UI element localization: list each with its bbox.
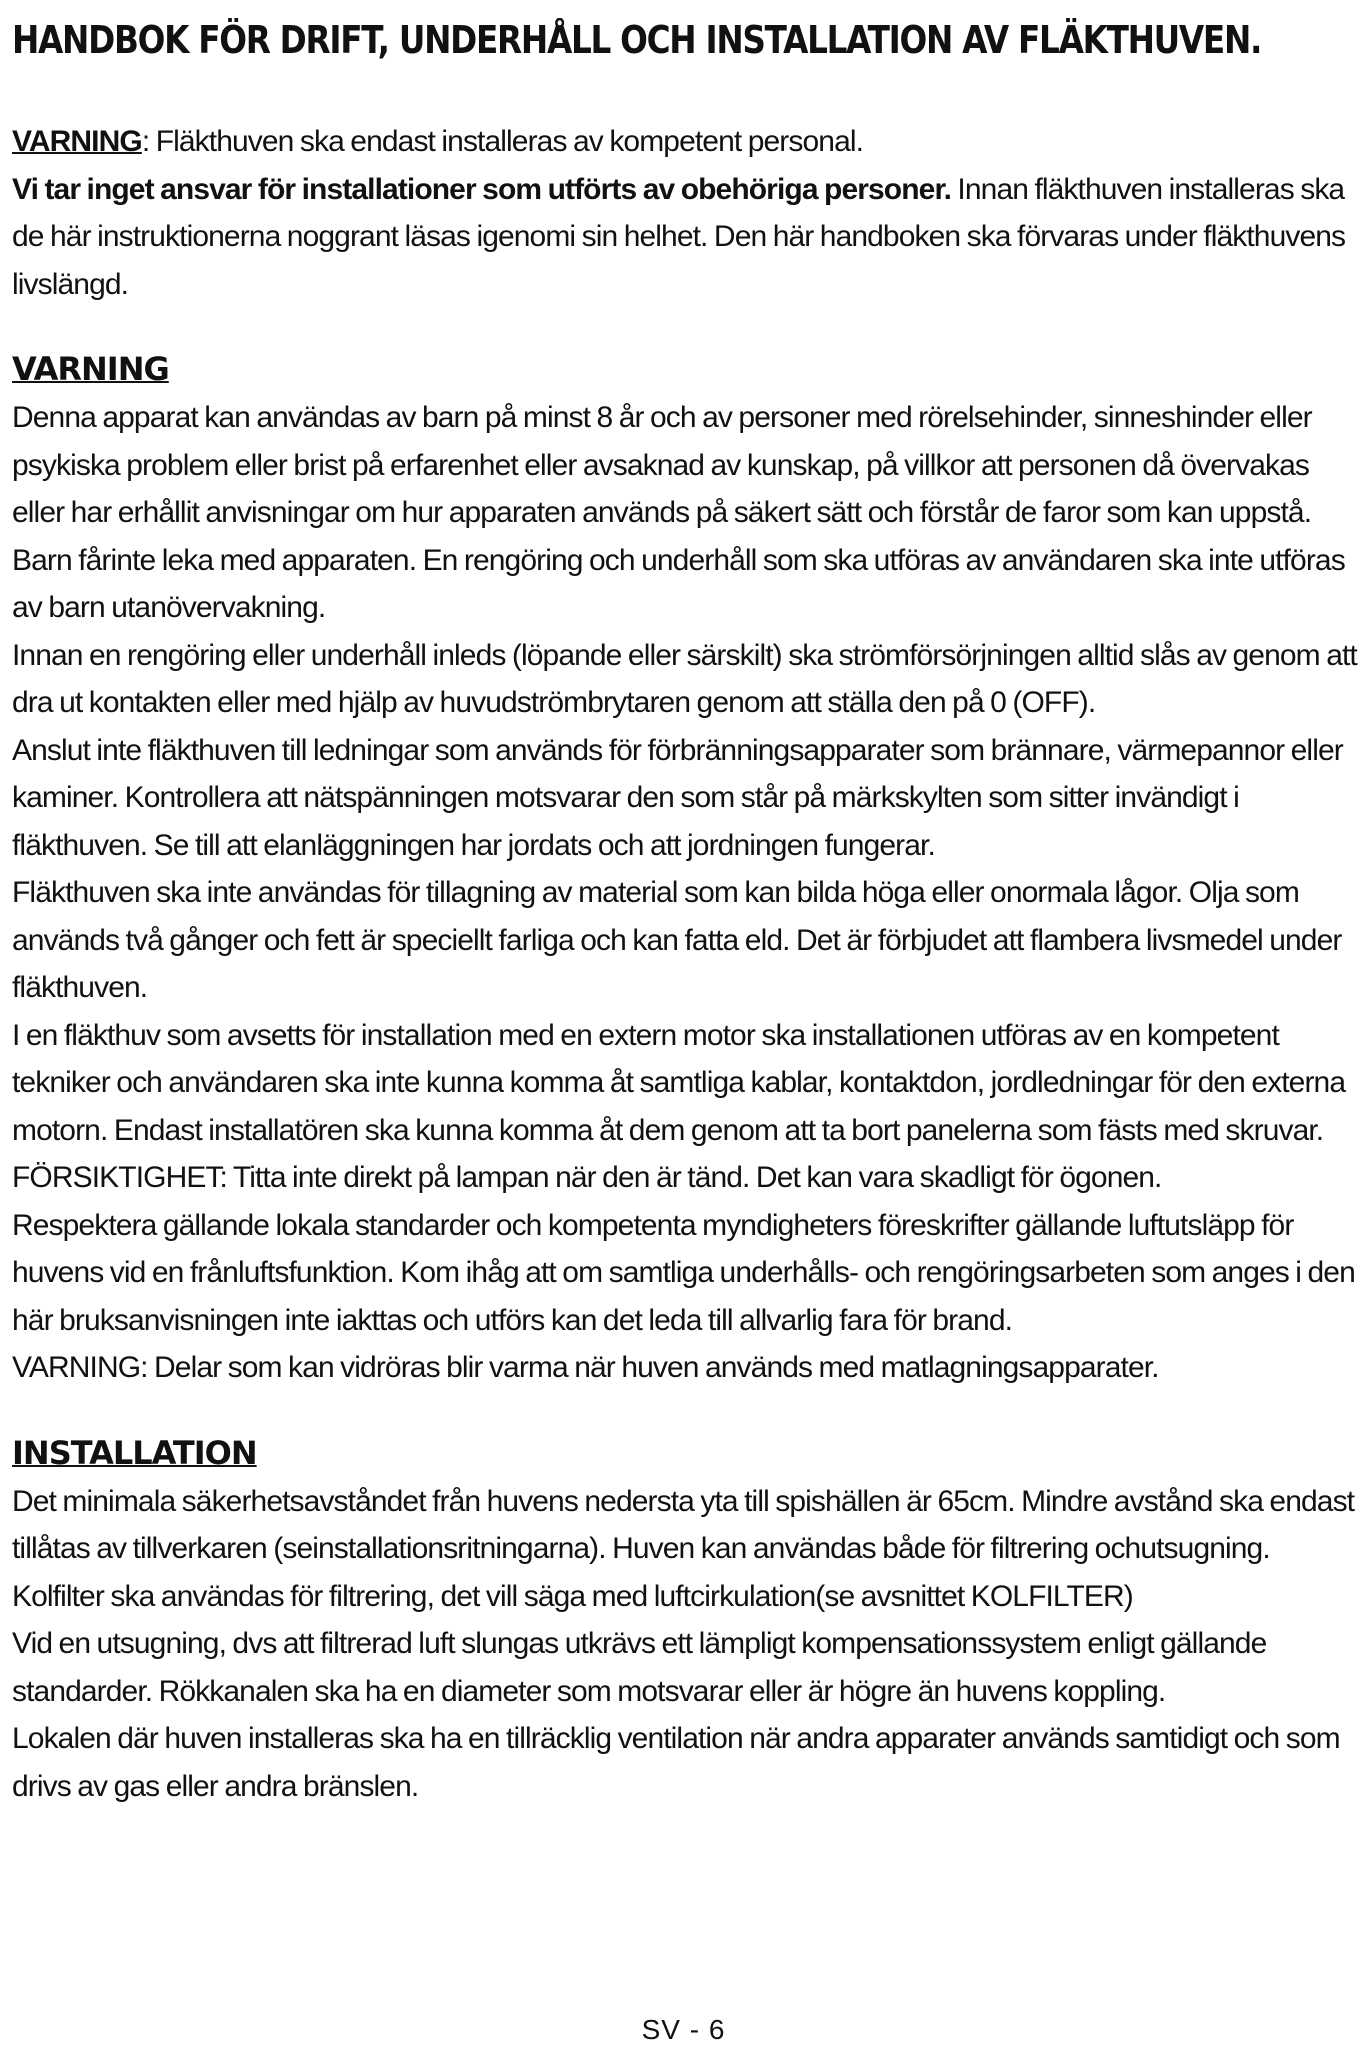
installation-paragraph-1: Det minimala säkerhetsavståndet från huvens nedersta yta till spishällen är 65cm. Mindre avstånd ska endast tillåtas av tillverkaren (seinstallationsritningarna). Huven kan användas både för filtrering ochutsugning. [12,1484,1355,1565]
intro-bold-statement: Vi tar inget ansvar för installationer som utförts av obehöriga personer. [12,172,951,206]
intro-section [12,118,1357,308]
warning-paragraph-7: Respektera gällande lokala standarder och kompetenta myndigheters föreskrifter gällande luftutsläpp för huvens vid en frånluftsfunktion. Kom ihåg att om samtliga underhålls- och rengöringsarbeten som anges i den här bruksanvisningen inte iakttas och utförs kan det leda till allvarlig fara för brand. [12,1208,1355,1337]
installation-section [12,1432,1357,1811]
intro-warning-text: : Fläkthuven ska endast installeras av kompetent personal. [141,125,864,158]
warning-section [12,348,1357,1392]
warning-paragraph-2: Innan en rengöring eller underhåll inleds (löpande eller särskilt) ska strömförsörjningen alltid slås av genom att dra ut kontakten eller med hjälp av huvudströmbrytaren genom att ställa den på 0 (OFF). [12,638,1357,719]
warning-paragraph-8: VARNING: Delar som kan vidröras blir varma när huven används med matlagningsapparater. [12,1351,1159,1384]
page-number: SV - 6 [641,2014,726,2045]
document-title: HANDBOK FÖR DRIFT, UNDERHÅLL OCH INSTALLATION AV FLÄKTHUVEN. [12,18,1262,62]
warning-paragraph-1: Denna apparat kan användas av barn på minst 8 år och av personer med rörelsehinder, sinneshinder eller psykiska problem eller brist på erfarenhet eller avsaknad av kunskap, på villkor att personen då övervakas eller har erhållit anvisningar om hur apparaten används på säkert sätt och förstår de faror som kan uppstå. Barn fårinte leka med apparaten. En rengöring och underhåll som ska utföras av användaren ska inte utföras av barn utanövervakning. [12,401,1345,624]
intro-paragraph [12,118,1357,308]
warning-paragraph-4: Fläkthuven ska inte användas för tillagning av material som kan bilda höga eller onormala lågor. Olja som används två gånger och fett är speciellt farliga och kan fatta eld. Det är förbjudet att flambera livsmedel under fläkthuven. [12,876,1342,1004]
installation-heading: INSTALLATION [12,1433,257,1472]
installation-paragraph-4: Lokalen där huven installeras ska ha en tillräcklig ventilation när andra apparater används samtidigt och som drivs av gas eller andra bränslen. [12,1722,1340,1803]
installation-paragraph-2: Kolfilter ska användas för filtrering, det vill säga med luftcirkulation(se avsnittet KOLFILTER) [12,1579,1133,1613]
manual-page [12,14,1357,2044]
warning-heading: VARNING [12,350,169,388]
warning-paragraph-5: I en fläkthuv som avsetts för installation med en extern motor ska installationen utföras av en kompetent tekniker och användaren ska inte kunna komma åt samtliga kablar, kontaktdon, jordledningar för den externa motorn. Endast installatören ska kunna komma åt dem genom att ta bort panelerna som fästs med skruvar. [12,1018,1346,1147]
intro-rest-text: Innan fläkthuven installeras ska de här instruktionerna noggrant läsas igenomi sin helhet. Den här handboken ska förvaras under fläkthuvens livslängd. [12,172,1346,301]
warning-paragraph-3: Anslut inte fläkthuven till ledningar som används för förbränningsapparater som brännare, värmepannor eller kaminer. Kontrollera att nätspänningen motsvarar den som står på märkskylten som sitter invändigt i fläkthuven. Se till att elanläggningen har jordats och att jordningen fungerar. [12,733,1343,862]
caution-paragraph: FÖRSIKTIGHET: Titta inte direkt på lampan när den är tänd. Det kan vara skadligt för ögonen. [12,1161,1162,1194]
intro-warning-label: VARNING [12,125,142,158]
installation-paragraph-3: Vid en utsugning, dvs att filtrerad luft slungas utkrävs ett lämpligt kompensationssystem enligt gällande standarder. Rökkanalen ska ha en diameter som motsvarar eller är högre än huvens koppling. [12,1627,1267,1708]
